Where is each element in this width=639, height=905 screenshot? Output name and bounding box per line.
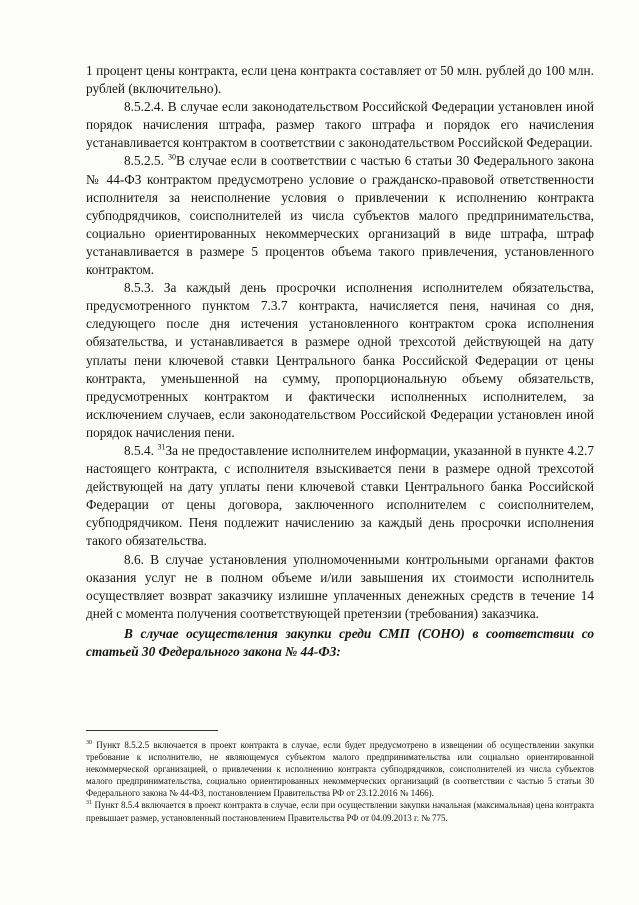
footnote-ref-30: 30 xyxy=(168,153,176,163)
paragraph-8-5-2-4: 8.5.2.4. В случае если законодательством Российской Федерации установлен иной порядок начисления штрафа, размер такого штрафа и порядок его начисления устанавливается контрактом в соответствии с законодательством Российской Федерации. xyxy=(86,99,594,151)
paragraph-8-6: 8.6. В случае установления уполномоченными контрольными органами фактов оказания услуг не в полном объеме и/или завышения их стоимости исполнитель осуществляет возврат заказчику излишне уплаченных денежных средств в течение 14 дней с момента получения соответствующей претензии (требования) заказчика. xyxy=(86,551,594,621)
footnote-text: Пункт 8.5.4 включается в проект контракта в случае, если при осуществлении закупки начальная (максимальная) цена контракта превышает размер, установленный постановлением Правительства РФ от 04.09.2013 г. № 775. xyxy=(86,800,594,823)
paragraph-8-5-3: 8.5.3. За каждый день просрочки исполнения исполнителем обязательства, предусмотренного пунктом 7.3.7 контракта, начисляется пеня, начиная со дня, следующего после дня истечения установленного контрактом срока исполнения обязательства, и устанавливается в размере одной трехсотой действующей на дату уплаты пени ключевой ставки Центрального банка Российской Федерации от цены контракта, уменьшенной на сумму, пропорциональную объему обязательств, предусмотренных контрактом и фактически исполненных исполнителем, за исключением случаев, если законодательством Российской Федерации установлен иной порядок начисления пени. xyxy=(86,280,594,440)
footnote-mark-30: 30 xyxy=(86,740,92,746)
paragraph-penalty-range: 1 процент цены контракта, если цена контракта составляет от 50 млн. рублей до 100 млн. рублей (включительно). xyxy=(86,63,594,97)
footnote-text: Пункт 8.5.2.5 включается в проект контракта в случае, если будет предусмотрено в извещении об осуществлении закупки требование к исполнителю, не являющемуся субъектом малого предпринимательства или социально ориентированной некоммерческой организацией, о привлечении к исполнению контракта субподрядчиков, соисполнителей из числа субъектов малого предпринимательства, социально ориентированных некоммерческих организаций (в соответствии с частью 5 статьи 30 Федерального закона № 44-ФЗ, постановлением Правительства РФ от 23.12.2016 № 1466). xyxy=(86,740,594,799)
paragraph-smp-heading: В случае осуществления закупки среди СМП (СОНО) в соответствии со статьей 30 Федерального закона № 44-ФЗ: xyxy=(86,625,594,659)
footnote-31 xyxy=(86,799,594,823)
clause-number: 8.5.4. xyxy=(124,442,158,458)
clause-text: В случае если в соответствии с частью 6 статьи 30 Федерального закона № 44-ФЗ контрактом предусмотрено условие о гражданско-правовой ответственности исполнителя за неисполнение условия о привлечении к исполнению контракта субподрядчиков, соисполнителей из числа субъектов малого предпринимательства, социально ориентированных некоммерческих организаций в виде штрафа, штраф устанавливается в размере 5 процентов объема такого привлечения, установленного контрактом. xyxy=(86,153,594,278)
paragraph-8-5-4 xyxy=(86,442,594,551)
clause-number: 8.5.2.5. xyxy=(124,153,168,169)
clause-text: За не предоставление исполнителем информации, указанной в пункте 4.2.7 настоящего контракта, с исполнителя взыскивается пени в размере одной трехсотой действующей на дату уплаты пени ключевой ставки Центрального банка Российской Федерации от цены договора, заключенного исполнителем с соисполнителем, субподрядчиком. Пеня подлежит начислению за каждый день просрочки исполнения такого обязательства. xyxy=(86,442,594,549)
footnote-30 xyxy=(86,739,594,799)
contract-body xyxy=(86,62,594,661)
paragraph-8-5-2-5 xyxy=(86,152,594,279)
footnote-mark-31: 31 xyxy=(86,800,92,807)
footnotes xyxy=(86,739,594,824)
footnote-divider xyxy=(86,730,218,731)
footnote-ref-31: 31 xyxy=(157,442,166,452)
